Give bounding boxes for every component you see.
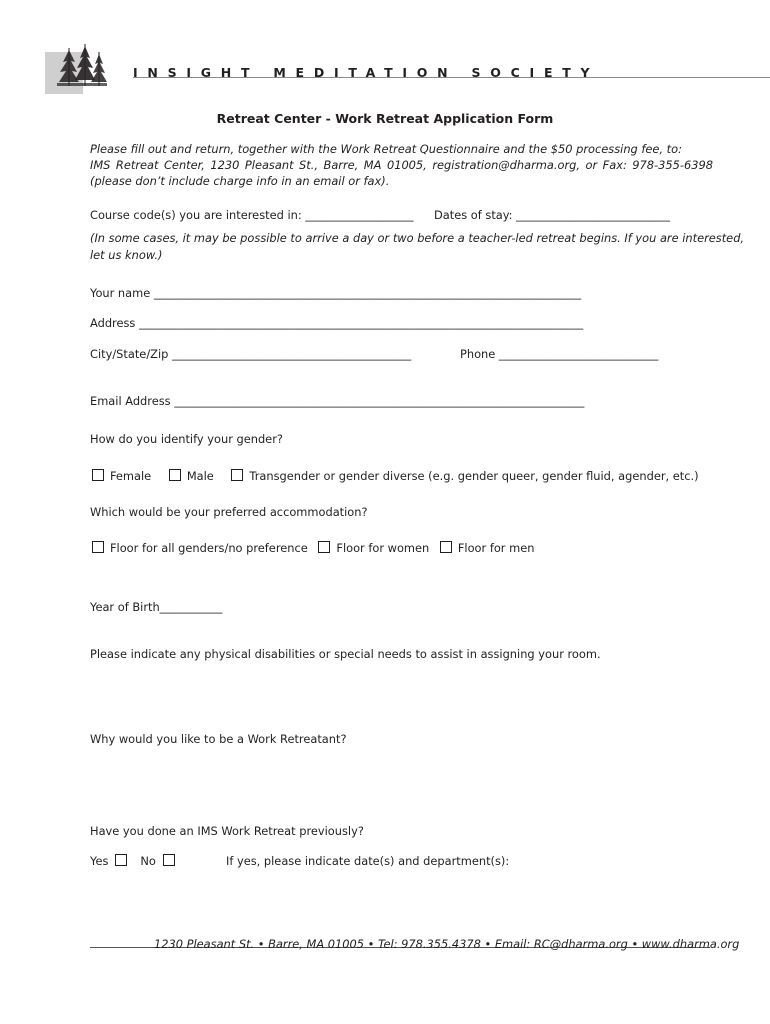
city-state-zip-field[interactable]: City/State/Zip __________________________________________: [90, 347, 412, 361]
course-codes-field[interactable]: Course code(s) you are interested in: ___________________: [90, 208, 414, 222]
checkbox-icon[interactable]: [92, 469, 104, 481]
gender-option-female[interactable]: Female: [92, 469, 151, 483]
disabilities-question: Please indicate any physical disabilities or special needs to assist in assigning your room.: [90, 647, 601, 661]
your-name-field[interactable]: Your name ___________________________________________________________________________: [90, 286, 582, 300]
checkbox-icon[interactable]: [440, 541, 452, 553]
arrival-note-line-1: (In some cases, it may be possible to arrive a day or two before a teacher-led retreat begins. If you are interested,: [90, 231, 745, 245]
gender-option-male[interactable]: Male: [169, 469, 214, 483]
previous-retreat-answers: [90, 854, 181, 868]
arrival-note-line-2: let us know.): [90, 248, 163, 262]
dates-of-stay-field[interactable]: Dates of stay: ___________________________: [434, 208, 670, 222]
checkbox-icon[interactable]: [231, 469, 243, 481]
if-yes-prompt: If yes, please indicate date(s) and department(s):: [226, 854, 510, 868]
no-checkbox-icon[interactable]: [163, 854, 175, 866]
checkbox-icon[interactable]: [169, 469, 181, 481]
no-label: No: [140, 854, 156, 868]
tree-logo-icon: [55, 40, 107, 92]
previous-retreat-question: Have you done an IMS Work Retreat previously?: [90, 824, 364, 838]
footer-contact: 1230 Pleasant St. • Barre, MA 01005 • Tel: 978.355.4378 • Email: RC@dharma.org • www.dharma.org: [154, 937, 740, 951]
year-of-birth-field[interactable]: Year of Birth___________: [90, 600, 223, 614]
accommodation-option-men[interactable]: Floor for men: [440, 541, 535, 555]
accommodation-option-all-genders[interactable]: Floor for all genders/no preference: [92, 541, 308, 555]
yes-label: Yes: [90, 854, 109, 868]
yes-checkbox-icon[interactable]: [115, 854, 127, 866]
accommodation-options: [92, 541, 534, 555]
gender-option-transgender[interactable]: Transgender or gender diverse (e.g. gender queer, gender fluid, agender, etc.): [231, 469, 698, 483]
form-title: Retreat Center - Work Retreat Application Form: [216, 111, 554, 126]
accommodation-option-women[interactable]: Floor for women: [318, 541, 429, 555]
header-divider: [133, 77, 770, 78]
gender-options: [92, 469, 699, 483]
phone-field[interactable]: Phone ____________________________: [460, 347, 659, 361]
intro-line-2: IMS Retreat Center, 1230 Pleasant St., Barre, MA 01005, registration@dharma.org, or Fax: 978-355-6398: [90, 158, 713, 172]
intro-line-3: (please don’t include charge info in an email or fax).: [90, 174, 390, 188]
checkbox-icon[interactable]: [318, 541, 330, 553]
gender-question: How do you identify your gender?: [90, 432, 283, 446]
intro-line-1: Please fill out and return, together with the Work Retreat Questionnaire and the $50 processing fee, to:: [90, 142, 682, 156]
organization-name: INSIGHT MEDITATION SOCIETY: [133, 65, 600, 80]
email-field[interactable]: Email Address ________________________________________________________________________: [90, 394, 585, 408]
address-field[interactable]: Address ______________________________________________________________________________: [90, 316, 584, 330]
checkbox-icon[interactable]: [92, 541, 104, 553]
why-work-retreat-question: Why would you like to be a Work Retreatant?: [90, 732, 347, 746]
accommodation-question: Which would be your preferred accommodation?: [90, 505, 368, 519]
